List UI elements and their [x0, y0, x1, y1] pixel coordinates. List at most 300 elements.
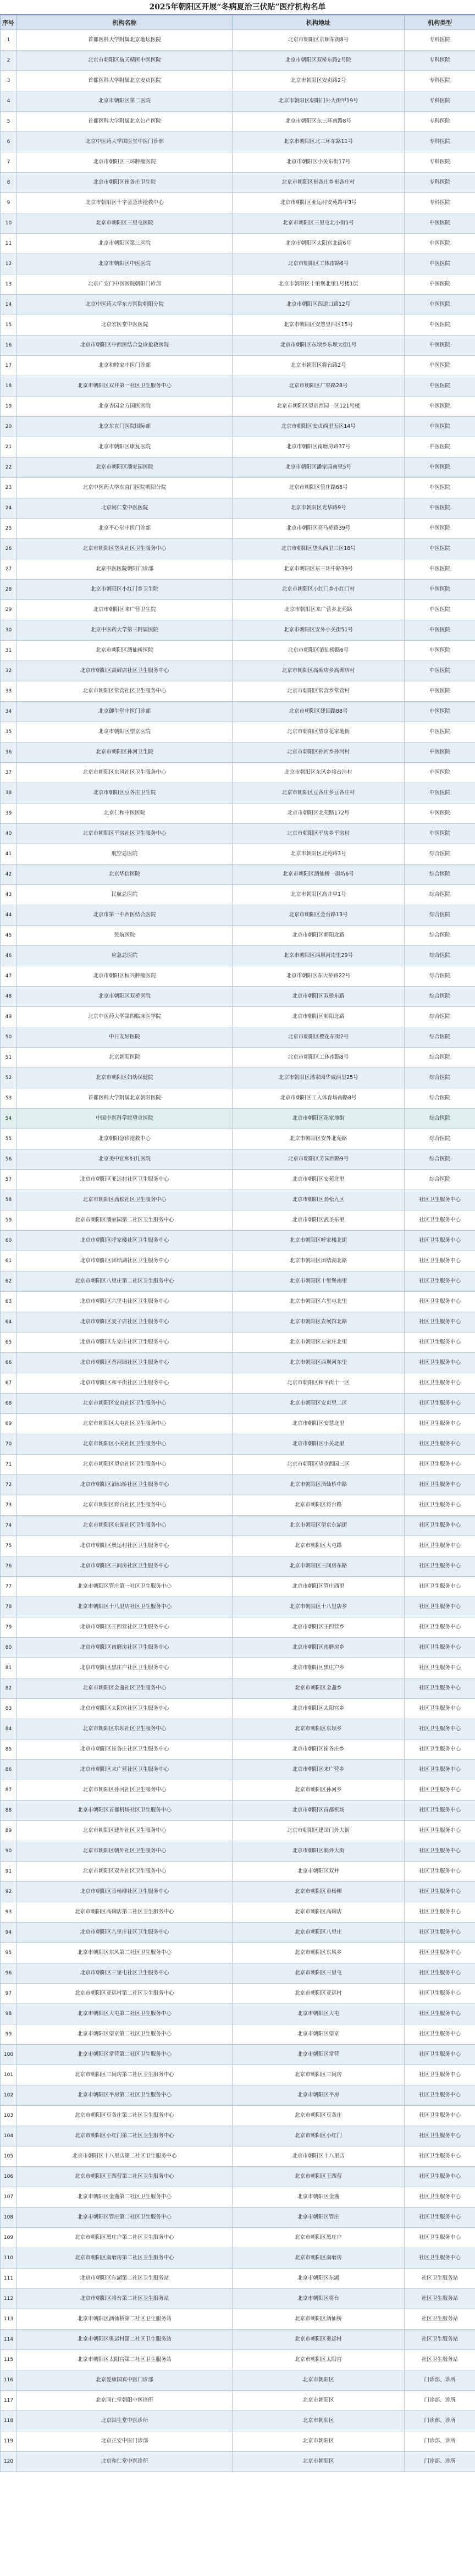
cell-address: 北京市朝阳区望京花家地街: [233, 722, 405, 742]
cell-name: 首都医科大学附属北京朝阳医院: [17, 1088, 233, 1109]
table-row: [1, 1516, 475, 1536]
table-row: [1, 51, 475, 71]
cell-address: 北京市朝阳区高井甲1号: [233, 885, 405, 905]
table-row: [1, 2289, 475, 2309]
table-row: [1, 173, 475, 193]
cell-type: 社区卫生服务中心: [405, 1862, 475, 1882]
cell-name: 北京市朝阳区王四营第二社区卫生服务中心: [17, 2167, 233, 2187]
cell-address: 北京市朝阳区金台路13号: [233, 905, 405, 926]
table-row: [1, 1333, 475, 1353]
table-row: [1, 397, 475, 417]
cell-name: 中日友好医院: [17, 1027, 233, 1048]
cell-type: 社区卫生服务站: [405, 2330, 475, 2350]
cell-name: 应急总医院: [17, 946, 233, 966]
cell-index: 51: [1, 1048, 17, 1068]
table-row: [1, 458, 475, 478]
cell-name: 北京市朝阳区孙河社区卫生服务中心: [17, 1780, 233, 1801]
cell-name: 北京市朝阳区东湖社区卫生服务中心: [17, 1516, 233, 1536]
cell-index: 40: [1, 824, 17, 844]
cell-name: 北京中医药大学东直门医院朝阳分院: [17, 478, 233, 498]
cell-index: 4: [1, 91, 17, 112]
cell-index: 3: [1, 71, 17, 91]
cell-name: 民航总医院: [17, 885, 233, 905]
cell-type: 社区卫生服务中心: [405, 1719, 475, 1740]
table-row: [1, 1943, 475, 1963]
table-row: [1, 1719, 475, 1740]
cell-name: 北京市朝阳区十八里店第二社区卫生服务中心: [17, 2146, 233, 2167]
cell-index: 77: [1, 1577, 17, 1597]
cell-index: 39: [1, 803, 17, 824]
cell-address: 北京市朝阳区京顺东街8号: [233, 30, 405, 51]
cell-index: 46: [1, 946, 17, 966]
table-row: [1, 661, 475, 681]
cell-index: 98: [1, 2004, 17, 2024]
cell-name: 北京广安门中医医院朝阳门诊部: [17, 274, 233, 295]
cell-index: 75: [1, 1536, 17, 1556]
cell-name: 北京市朝阳区东坝社区卫生服务中心: [17, 1719, 233, 1740]
cell-name: 北京市朝阳区朝外社区卫生服务中心: [17, 1841, 233, 1862]
table-row: [1, 1740, 475, 1760]
cell-index: 120: [1, 2452, 17, 2472]
cell-name: 北京市朝阳区亚运村第二社区卫生服务中心: [17, 1984, 233, 2004]
cell-type: 社区卫生服务中心: [405, 1678, 475, 1699]
cell-name: 北京市朝阳区第二医院: [17, 91, 233, 112]
table-row: [1, 742, 475, 763]
cell-name: 北京市朝阳区潘家园医院: [17, 458, 233, 478]
table-row: [1, 91, 475, 112]
cell-name: 北京市朝阳区望京社区卫生服务中心: [17, 1455, 233, 1475]
cell-address: 北京市朝阳区三间房: [233, 2065, 405, 2085]
cell-type: 门诊部、诊所: [405, 2411, 475, 2431]
cell-address: 北京市朝阳区垡头西里三区18号: [233, 539, 405, 559]
cell-address: 北京市朝阳区潘家园南里5号: [233, 458, 405, 478]
cell-address: 北京市朝阳区十里堡北里1号楼1层: [233, 274, 405, 295]
cell-name: 北京市朝阳区南磨房社区卫生服务中心: [17, 1638, 233, 1658]
cell-index: 17: [1, 356, 17, 376]
table-row: [1, 2431, 475, 2452]
cell-name: 民航医院: [17, 926, 233, 946]
cell-name: 北京中医药大学第四临床医学院: [17, 1007, 233, 1027]
cell-type: 社区卫生服务中心: [405, 1577, 475, 1597]
cell-index: 21: [1, 437, 17, 458]
cell-index: 115: [1, 2350, 17, 2370]
table-row: [1, 1068, 475, 1088]
header-name: 机构名称: [17, 15, 233, 30]
cell-address: 北京市朝阳区管庄西里: [233, 1577, 405, 1597]
cell-index: 23: [1, 478, 17, 498]
cell-address: 北京市朝阳区北三环东路11号: [233, 132, 405, 152]
cell-name: 北京市朝阳区中西医结合急诊抢救医院: [17, 335, 233, 356]
cell-index: 93: [1, 1902, 17, 1923]
cell-index: 105: [1, 2146, 17, 2167]
cell-name: 北京市朝阳区和平街社区卫生服务中心: [17, 1373, 233, 1394]
cell-address: 北京市朝阳区南磨房: [233, 2248, 405, 2269]
cell-index: 70: [1, 1434, 17, 1455]
cell-index: 103: [1, 2106, 17, 2126]
cell-type: 社区卫生服务中心: [405, 1638, 475, 1658]
cell-type: 综合医院: [405, 926, 475, 946]
cell-index: 18: [1, 376, 17, 397]
table-row: [1, 376, 475, 397]
cell-address: 北京市朝阳区平房: [233, 2085, 405, 2106]
cell-address: 北京市朝阳区东大桥路22号: [233, 966, 405, 987]
cell-address: 北京市朝阳区孙河乡孙河村: [233, 742, 405, 763]
cell-type: 社区卫生服务中心: [405, 1333, 475, 1353]
cell-type: 社区卫生服务中心: [405, 1475, 475, 1495]
cell-name: 航空总医院: [17, 844, 233, 865]
table-row: [1, 1638, 475, 1658]
cell-index: 89: [1, 1821, 17, 1841]
cell-name: 北京市朝阳区酒仙桥医院: [17, 641, 233, 661]
cell-name: 北京市朝阳区常营社区卫生服务中心: [17, 681, 233, 702]
cell-type: 中医医院: [405, 661, 475, 681]
cell-address: 北京市朝阳区八里庄: [233, 1923, 405, 1943]
cell-index: 117: [1, 2391, 17, 2411]
cell-index: 78: [1, 1597, 17, 1617]
cell-index: 82: [1, 1678, 17, 1699]
cell-address: 北京市朝阳区将台: [233, 2289, 405, 2309]
table-row: [1, 1902, 475, 1923]
cell-type: 专科医院: [405, 71, 475, 91]
cell-name: 北京市朝阳区小关社区卫生服务中心: [17, 1434, 233, 1455]
cell-address: 北京市朝阳区北苑路172号: [233, 803, 405, 824]
cell-address: 北京市朝阳区王四营乡: [233, 1617, 405, 1638]
cell-name: 北京市朝阳区垡头社区卫生服务中心: [17, 539, 233, 559]
cell-name: 北京市朝阳区将台社区卫生服务中心: [17, 1495, 233, 1516]
cell-name: 北京市朝阳区望京医院: [17, 722, 233, 742]
cell-index: 60: [1, 1231, 17, 1251]
cell-type: 社区卫生服务中心: [405, 1272, 475, 1292]
cell-index: 90: [1, 1841, 17, 1862]
cell-name: 首都医科大学附属北京妇产医院: [17, 112, 233, 132]
cell-index: 25: [1, 519, 17, 539]
cell-address: 北京市朝阳区望京西园三区: [233, 1455, 405, 1475]
cell-address: 北京市朝阳区安外小关街51号: [233, 620, 405, 641]
table-row: [1, 152, 475, 173]
cell-address: 北京市朝阳区东坝乡: [233, 1719, 405, 1740]
cell-address: 北京市朝阳区武圣东里: [233, 1210, 405, 1231]
table-row: [1, 519, 475, 539]
cell-type: 社区卫生服务中心: [405, 1434, 475, 1455]
cell-index: 34: [1, 702, 17, 722]
cell-name: 北京市朝阳区孙河卫生院: [17, 742, 233, 763]
cell-type: 专科医院: [405, 173, 475, 193]
cell-name: 北京市朝阳区香河园社区卫生服务中心: [17, 1353, 233, 1373]
table-row: [1, 1272, 475, 1292]
cell-index: 10: [1, 213, 17, 234]
cell-type: 综合医院: [405, 844, 475, 865]
table-row: [1, 865, 475, 885]
table-row: [1, 132, 475, 152]
cell-address: 北京市朝阳区安贞里二区: [233, 1394, 405, 1414]
table-row: [1, 559, 475, 580]
cell-address: 北京市朝阳区安外北苑路: [233, 1129, 405, 1149]
cell-index: 20: [1, 417, 17, 437]
cell-index: 56: [1, 1149, 17, 1170]
cell-index: 36: [1, 742, 17, 763]
cell-name: 北京市朝阳区将台第二社区卫生服务站: [17, 2289, 233, 2309]
cell-type: 综合医院: [405, 905, 475, 926]
cell-name: 北京市朝阳区团结湖社区卫生服务中心: [17, 1251, 233, 1272]
cell-type: 社区卫生服务中心: [405, 1943, 475, 1963]
cell-type: 中医医院: [405, 722, 475, 742]
cell-address: 北京市朝阳区双井: [233, 1862, 405, 1882]
cell-address: 北京市朝阳区孙河乡: [233, 1780, 405, 1801]
cell-index: 96: [1, 1963, 17, 1984]
cell-name: 北京华信医院: [17, 865, 233, 885]
table-row: [1, 1556, 475, 1577]
cell-address: 北京市朝阳区黑庄户乡: [233, 1658, 405, 1678]
cell-name: 北京市朝阳区垂杨柳社区卫生服务中心: [17, 1882, 233, 1902]
cell-type: 门诊部、诊所: [405, 2452, 475, 2472]
cell-index: 99: [1, 2024, 17, 2045]
cell-name: 北京市朝阳区来广营社区卫生服务中心: [17, 1760, 233, 1780]
table-row: [1, 2106, 475, 2126]
cell-address: 北京市朝阳区首都机场: [233, 1801, 405, 1821]
cell-address: 北京市朝阳区常营: [233, 2045, 405, 2065]
cell-type: 社区卫生服务站: [405, 2350, 475, 2370]
table-row: [1, 2391, 475, 2411]
cell-name: 北京中医医院朝阳门诊部: [17, 559, 233, 580]
cell-address: 北京市朝阳区大屯路: [233, 1536, 405, 1556]
cell-index: 58: [1, 1190, 17, 1210]
table-row: [1, 193, 475, 213]
table-row: [1, 1353, 475, 1373]
cell-address: 北京市朝阳区三间房东路: [233, 1556, 405, 1577]
cell-name: 北京市朝阳区小红门乡卫生院: [17, 580, 233, 600]
cell-type: 中医医院: [405, 478, 475, 498]
table-row: [1, 2370, 475, 2391]
cell-type: 综合医院: [405, 885, 475, 905]
table-row: [1, 1495, 475, 1516]
cell-type: 社区卫生服务中心: [405, 2045, 475, 2065]
cell-address: 北京市朝阳区双桥东路: [233, 987, 405, 1007]
cell-type: 社区卫生服务站: [405, 2289, 475, 2309]
cell-name: 北京市朝阳区亚运村社区卫生服务中心: [17, 1170, 233, 1190]
cell-name: 北京朝阳急诊抢救中心: [17, 1129, 233, 1149]
cell-type: 综合医院: [405, 1088, 475, 1109]
table-row: [1, 295, 475, 315]
cell-type: 门诊部、诊所: [405, 2391, 475, 2411]
cell-name: 北京市朝阳区太阳宫社区卫生服务中心: [17, 1699, 233, 1719]
cell-index: 48: [1, 987, 17, 1007]
cell-type: 社区卫生服务中心: [405, 1231, 475, 1251]
cell-name: 北京市朝阳区豆各庄第二社区卫生服务中心: [17, 2106, 233, 2126]
cell-name: 北京美中宜和妇儿医院: [17, 1149, 233, 1170]
cell-type: 社区卫生服务中心: [405, 2167, 475, 2187]
cell-type: 社区卫生服务中心: [405, 2146, 475, 2167]
cell-type: 中医医院: [405, 620, 475, 641]
cell-type: 社区卫生服务站: [405, 2309, 475, 2330]
cell-address: 北京市朝阳区三里屯北小街1号: [233, 213, 405, 234]
table-row: [1, 2187, 475, 2208]
cell-address: 北京市朝阳区朝外大街: [233, 1841, 405, 1862]
cell-address: 北京市朝阳区酒仙桥: [233, 2309, 405, 2330]
cell-address: 北京市朝阳区团结湖北路: [233, 1251, 405, 1272]
cell-type: 中医医院: [405, 335, 475, 356]
cell-name: 北京市朝阳区大屯社区卫生服务中心: [17, 1414, 233, 1434]
table-row: [1, 2228, 475, 2248]
cell-name: 北京市朝阳区平房第二社区卫生服务中心: [17, 2085, 233, 2106]
table-row: [1, 1801, 475, 1821]
cell-name: 北京市朝阳区常营第二社区卫生服务中心: [17, 2045, 233, 2065]
cell-type: 社区卫生服务中心: [405, 1760, 475, 1780]
cell-address: 北京市朝阳区黑庄户: [233, 2228, 405, 2248]
cell-address: 北京市朝阳区豆各庄: [233, 2106, 405, 2126]
cell-type: 综合医院: [405, 1007, 475, 1027]
cell-index: 67: [1, 1373, 17, 1394]
table-row: [1, 1109, 475, 1129]
cell-address: 北京市朝阳区六里屯北里: [233, 1292, 405, 1312]
cell-type: 社区卫生服务中心: [405, 1536, 475, 1556]
cell-index: 61: [1, 1251, 17, 1272]
cell-address: 北京市朝阳区: [233, 2431, 405, 2452]
cell-index: 74: [1, 1516, 17, 1536]
cell-type: 中医医院: [405, 397, 475, 417]
cell-address: 北京市朝阳区朝阳门外大街甲19号: [233, 91, 405, 112]
cell-name: 北京市朝阳区金盏社区卫生服务中心: [17, 1678, 233, 1699]
cell-name: 北京市朝阳区建外社区卫生服务中心: [17, 1821, 233, 1841]
cell-index: 116: [1, 2370, 17, 2391]
cell-type: 中医医院: [405, 376, 475, 397]
cell-index: 35: [1, 722, 17, 742]
cell-index: 59: [1, 1210, 17, 1231]
cell-address: 北京市朝阳区崔各庄乡: [233, 1740, 405, 1760]
cell-type: 社区卫生服务中心: [405, 1210, 475, 1231]
table-row: [1, 2045, 475, 2065]
table-row: [1, 803, 475, 824]
cell-type: 社区卫生服务中心: [405, 1455, 475, 1475]
table-row: [1, 1862, 475, 1882]
cell-index: 71: [1, 1455, 17, 1475]
cell-index: 11: [1, 234, 17, 254]
table-row: [1, 417, 475, 437]
table-row: [1, 1597, 475, 1617]
cell-index: 69: [1, 1414, 17, 1434]
cell-address: 北京市朝阳区朝阳北路: [233, 926, 405, 946]
cell-index: 42: [1, 865, 17, 885]
cell-address: 北京市朝阳区常营乡常营村: [233, 681, 405, 702]
table-row: [1, 1170, 475, 1190]
cell-name: 北京市朝阳区双桥医院: [17, 987, 233, 1007]
table-row: [1, 478, 475, 498]
cell-type: 中医医院: [405, 356, 475, 376]
cell-address: 北京市朝阳区豆各庄乡豆各庄村: [233, 783, 405, 803]
cell-address: 北京市朝阳区奥运村: [233, 2330, 405, 2350]
table-row: [1, 2269, 475, 2289]
cell-address: 北京市朝阳区金盏: [233, 2187, 405, 2208]
cell-index: 81: [1, 1658, 17, 1678]
cell-index: 32: [1, 661, 17, 681]
cell-name: 北京市朝阳区麦子店社区卫生服务中心: [17, 1312, 233, 1333]
cell-address: 北京市朝阳区酒仙桥一街坊6号: [233, 865, 405, 885]
cell-type: 中医医院: [405, 742, 475, 763]
cell-index: 95: [1, 1943, 17, 1963]
cell-type: 中医医院: [405, 580, 475, 600]
cell-address: 北京市朝阳区安贞路2号: [233, 71, 405, 91]
cell-name: 北京市朝阳区大屯第二社区卫生服务中心: [17, 2004, 233, 2024]
cell-name: 北京中医药大学东方医院朝阳分院: [17, 295, 233, 315]
cell-type: 专科医院: [405, 91, 475, 112]
table-row: [1, 315, 475, 335]
cell-name: 北京市朝阳区奥运村社区卫生服务中心: [17, 1536, 233, 1556]
table-row: [1, 1007, 475, 1027]
cell-name: 北京市朝阳区首都机场社区卫生服务中心: [17, 1801, 233, 1821]
cell-type: 社区卫生服务中心: [405, 2085, 475, 2106]
cell-index: 76: [1, 1556, 17, 1577]
cell-address: 北京市朝阳区广渠路28号: [233, 376, 405, 397]
cell-type: 专科医院: [405, 193, 475, 213]
table-row: [1, 1923, 475, 1943]
cell-address: 北京市朝阳区左家庄北里: [233, 1333, 405, 1353]
cell-index: 2: [1, 51, 17, 71]
cell-index: 68: [1, 1394, 17, 1414]
table-row: [1, 1190, 475, 1210]
table-row: [1, 112, 475, 132]
table-row: [1, 498, 475, 519]
cell-type: 中医医院: [405, 824, 475, 844]
cell-type: 专科医院: [405, 112, 475, 132]
cell-index: 12: [1, 254, 17, 274]
cell-type: 社区卫生服务站: [405, 2269, 475, 2289]
cell-address: 北京市朝阳区东三环南路8号: [233, 112, 405, 132]
cell-type: 中医医院: [405, 641, 475, 661]
cell-name: 北京市朝阳区管庄第一社区卫生服务中心: [17, 1577, 233, 1597]
cell-index: 49: [1, 1007, 17, 1027]
cell-name: 北京市朝阳区黑庄户第二社区卫生服务中心: [17, 2228, 233, 2248]
cell-type: 社区卫生服务中心: [405, 2208, 475, 2228]
table-row: [1, 1292, 475, 1312]
cell-name: 北京和睦家中医门诊部: [17, 356, 233, 376]
cell-type: 社区卫生服务中心: [405, 1821, 475, 1841]
cell-name: 北京市第一中西医结合医院: [17, 905, 233, 926]
cell-type: 综合医院: [405, 1109, 475, 1129]
table-row: [1, 946, 475, 966]
table-row: [1, 1455, 475, 1475]
cell-address: 北京市朝阳区: [233, 2452, 405, 2472]
cell-index: 100: [1, 2045, 17, 2065]
cell-name: 北京市朝阳区妇幼保健院: [17, 1068, 233, 1088]
cell-address: 北京市朝阳区东风乡: [233, 1943, 405, 1963]
table-row: [1, 1678, 475, 1699]
cell-address: 北京市朝阳区亚运村安苑路甲3号: [233, 193, 405, 213]
cell-name: 北京市朝阳区安贞社区卫生服务中心: [17, 1394, 233, 1414]
cell-name: 北京市朝阳区太阳宫第二社区卫生服务站: [17, 2350, 233, 2370]
cell-name: 北京平心堂中医门诊部: [17, 519, 233, 539]
cell-address: 北京市朝阳区工体南路8号: [233, 1048, 405, 1068]
table-row: [1, 1963, 475, 1984]
cell-name: 北京正安中医门诊部: [17, 2431, 233, 2452]
cell-name: 北京市朝阳区高碑店社区卫生服务中心: [17, 661, 233, 681]
cell-name: 北京市朝阳区王四营社区卫生服务中心: [17, 1617, 233, 1638]
cell-index: 7: [1, 152, 17, 173]
cell-address: 北京市朝阳区安苑北里: [233, 1170, 405, 1190]
table-header-row: [1, 15, 475, 30]
cell-type: 社区卫生服务中心: [405, 1984, 475, 2004]
cell-address: 北京市朝阳区望京东湖街: [233, 1516, 405, 1536]
table-row: [1, 1658, 475, 1678]
page-title: 2025年朝阳区开展“冬病夏治三伏贴”医疗机构名单: [0, 0, 475, 15]
cell-address: 北京市朝阳区小关东街17号: [233, 152, 405, 173]
cell-index: 38: [1, 783, 17, 803]
cell-type: 社区卫生服务中心: [405, 1923, 475, 1943]
cell-index: 24: [1, 498, 17, 519]
table-row: [1, 1414, 475, 1434]
cell-index: 6: [1, 132, 17, 152]
cell-index: 8: [1, 173, 17, 193]
table-row: [1, 1699, 475, 1719]
cell-type: 社区卫生服务中心: [405, 2065, 475, 2085]
